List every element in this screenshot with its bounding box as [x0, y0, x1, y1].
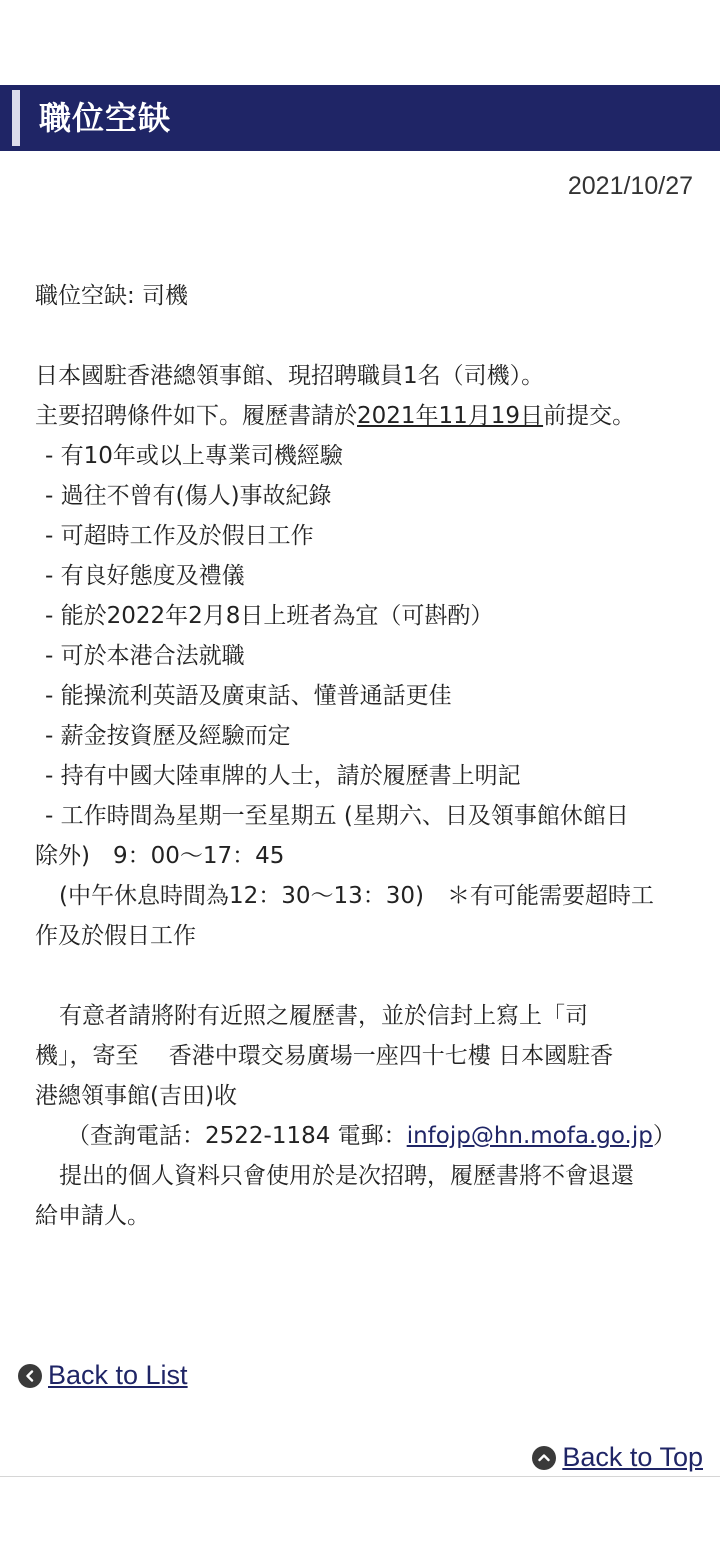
requirement-item: - 薪金按資歷及經驗而定	[45, 723, 291, 749]
inquiry-line: （查詢電話：2522-1184 電郵：infojp@hn.mofa.go.jp）	[67, 1123, 676, 1149]
back-to-top-link[interactable]	[532, 1442, 703, 1473]
privacy-line: 給申請人。	[35, 1203, 150, 1229]
post-date: 2021/10/27	[567, 172, 693, 200]
working-hours-line: 除外) 9：00～17：45	[35, 843, 285, 869]
break-time-line: 作及於假日工作	[35, 923, 196, 949]
application-line: 機」，寄至 香港中環交易廣場一座四十七樓 日本國駐香	[35, 1043, 614, 1069]
back-to-list-label[interactable]: Back to List	[48, 1360, 188, 1390]
email-link[interactable]: infojp@hn.mofa.go.jp	[406, 1123, 653, 1149]
back-to-top-label[interactable]: Back to Top	[562, 1442, 703, 1472]
page-title-bar	[0, 85, 720, 151]
intro-deadline-line: 主要招聘條件如下。履歷書請於2021年11月19日前提交。	[35, 403, 636, 429]
back-to-list-link[interactable]	[18, 1360, 188, 1391]
footer-divider	[0, 1476, 720, 1477]
requirement-item: - 能於2022年2月8日上班者為宜（可斟酌）	[45, 603, 494, 629]
break-time-line: (中午休息時間為12：30～13：30) ＊有可能需要超時工	[59, 883, 655, 909]
page-title: 職位空缺	[39, 99, 172, 137]
title-accent-bar	[12, 90, 20, 146]
application-line: 有意者請將附有近照之履歷書，並於信封上寫上「司	[59, 1003, 588, 1029]
requirement-item: - 能操流利英語及廣東話、懂普通話更佳	[45, 683, 452, 709]
requirement-item: - 持有中國大陸車牌的人士，請於履歷書上明記	[45, 763, 521, 789]
requirement-item: - 可超時工作及於假日工作	[45, 523, 314, 549]
application-line: 港總領事館(吉田)收	[35, 1083, 237, 1109]
article-content	[35, 276, 690, 1236]
chevron-up-circle-icon	[532, 1446, 556, 1470]
requirement-item: - 有10年或以上專業司機經驗	[45, 443, 343, 469]
article-heading: 職位空缺: 司機	[35, 283, 189, 309]
privacy-line: 提出的個人資料只會使用於是次招聘，履歷書將不會退還	[59, 1163, 634, 1189]
requirement-item: - 可於本港合法就職	[45, 643, 245, 669]
working-hours-line: - 工作時間為星期一至星期五 (星期六、日及領事館休館日	[45, 803, 629, 829]
requirement-item: - 過往不曾有(傷人)事故紀錄	[45, 483, 332, 509]
intro-line: 日本國駐香港總領事館、現招聘職員1名（司機）。	[35, 363, 545, 389]
chevron-left-circle-icon	[18, 1364, 42, 1388]
requirement-item: - 有良好態度及禮儀	[45, 563, 245, 589]
deadline-date: 2021年11月19日	[357, 403, 544, 429]
